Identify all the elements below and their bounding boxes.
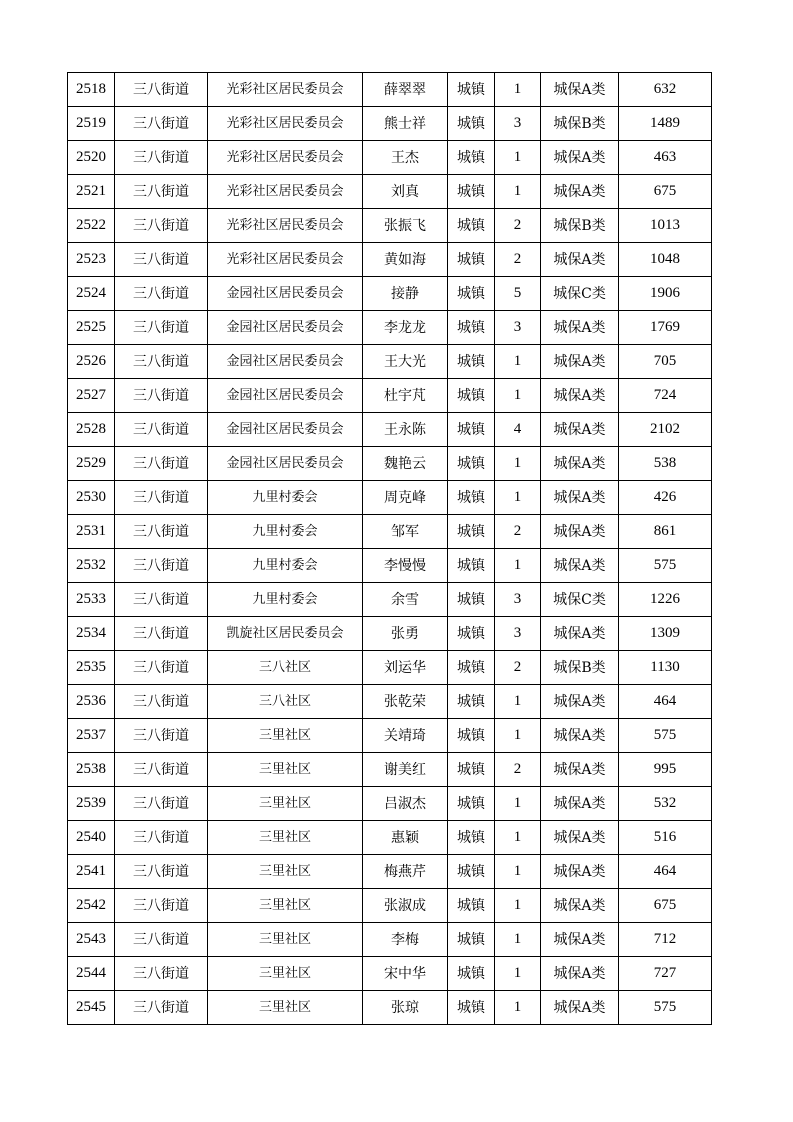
name-cell: 周克峰 <box>363 481 448 515</box>
count-cell: 1 <box>495 549 541 583</box>
amount-cell: 1769 <box>619 311 712 345</box>
household-type-cell: 城镇 <box>448 855 495 889</box>
category-cell: 城保A类 <box>541 243 619 277</box>
category-cell: 城保A类 <box>541 753 619 787</box>
count-cell: 5 <box>495 277 541 311</box>
category-cell: 城保A类 <box>541 685 619 719</box>
category-cell: 城保A类 <box>541 617 619 651</box>
name-cell: 梅燕芹 <box>363 855 448 889</box>
name-cell: 谢美红 <box>363 753 448 787</box>
name-cell: 张乾荣 <box>363 685 448 719</box>
community-cell: 三八社区 <box>208 685 363 719</box>
amount-cell: 464 <box>619 685 712 719</box>
street-cell: 三八街道 <box>115 481 208 515</box>
table-row <box>68 311 712 345</box>
amount-cell: 538 <box>619 447 712 481</box>
community-cell: 金园社区居民委员会 <box>208 413 363 447</box>
amount-cell: 426 <box>619 481 712 515</box>
category-cell: 城保A类 <box>541 311 619 345</box>
category-cell: 城保B类 <box>541 209 619 243</box>
community-cell: 九里村委会 <box>208 549 363 583</box>
community-cell: 三里社区 <box>208 855 363 889</box>
street-cell: 三八街道 <box>115 685 208 719</box>
community-cell: 金园社区居民委员会 <box>208 447 363 481</box>
serial-cell: 2543 <box>68 923 115 957</box>
household-type-cell: 城镇 <box>448 141 495 175</box>
household-type-cell: 城镇 <box>448 787 495 821</box>
table-row <box>68 889 712 923</box>
household-type-cell: 城镇 <box>448 243 495 277</box>
serial-cell: 2533 <box>68 583 115 617</box>
name-cell: 杜宇芃 <box>363 379 448 413</box>
count-cell: 1 <box>495 481 541 515</box>
serial-cell: 2534 <box>68 617 115 651</box>
table-row <box>68 719 712 753</box>
count-cell: 1 <box>495 379 541 413</box>
table-row <box>68 549 712 583</box>
amount-cell: 712 <box>619 923 712 957</box>
amount-cell: 532 <box>619 787 712 821</box>
table-row <box>68 855 712 889</box>
household-type-cell: 城镇 <box>448 753 495 787</box>
community-cell: 九里村委会 <box>208 481 363 515</box>
serial-cell: 2518 <box>68 73 115 107</box>
amount-cell: 575 <box>619 549 712 583</box>
name-cell: 惠颖 <box>363 821 448 855</box>
street-cell: 三八街道 <box>115 345 208 379</box>
serial-cell: 2532 <box>68 549 115 583</box>
category-cell: 城保A类 <box>541 345 619 379</box>
count-cell: 1 <box>495 821 541 855</box>
category-cell: 城保A类 <box>541 719 619 753</box>
amount-cell: 724 <box>619 379 712 413</box>
serial-cell: 2519 <box>68 107 115 141</box>
household-type-cell: 城镇 <box>448 447 495 481</box>
household-type-cell: 城镇 <box>448 889 495 923</box>
table-row <box>68 515 712 549</box>
community-cell: 光彩社区居民委员会 <box>208 73 363 107</box>
category-cell: 城保C类 <box>541 583 619 617</box>
category-cell: 城保A类 <box>541 821 619 855</box>
serial-cell: 2535 <box>68 651 115 685</box>
name-cell: 关靖琦 <box>363 719 448 753</box>
category-cell: 城保A类 <box>541 957 619 991</box>
serial-cell: 2526 <box>68 345 115 379</box>
household-type-cell: 城镇 <box>448 617 495 651</box>
serial-cell: 2524 <box>68 277 115 311</box>
category-cell: 城保A类 <box>541 379 619 413</box>
household-type-cell: 城镇 <box>448 821 495 855</box>
name-cell: 李梅 <box>363 923 448 957</box>
category-cell: 城保A类 <box>541 413 619 447</box>
table-row <box>68 277 712 311</box>
serial-cell: 2538 <box>68 753 115 787</box>
table-row <box>68 583 712 617</box>
name-cell: 薛翠翠 <box>363 73 448 107</box>
amount-cell: 861 <box>619 515 712 549</box>
serial-cell: 2525 <box>68 311 115 345</box>
category-cell: 城保A类 <box>541 855 619 889</box>
serial-cell: 2522 <box>68 209 115 243</box>
count-cell: 1 <box>495 447 541 481</box>
community-cell: 光彩社区居民委员会 <box>208 175 363 209</box>
name-cell: 张琼 <box>363 991 448 1025</box>
street-cell: 三八街道 <box>115 175 208 209</box>
amount-cell: 2102 <box>619 413 712 447</box>
category-cell: 城保A类 <box>541 141 619 175</box>
household-type-cell: 城镇 <box>448 549 495 583</box>
community-cell: 金园社区居民委员会 <box>208 277 363 311</box>
amount-cell: 1489 <box>619 107 712 141</box>
amount-cell: 1048 <box>619 243 712 277</box>
street-cell: 三八街道 <box>115 651 208 685</box>
amount-cell: 1013 <box>619 209 712 243</box>
household-type-cell: 城镇 <box>448 651 495 685</box>
table-row <box>68 413 712 447</box>
amount-cell: 1130 <box>619 651 712 685</box>
street-cell: 三八街道 <box>115 73 208 107</box>
name-cell: 王大光 <box>363 345 448 379</box>
name-cell: 李慢慢 <box>363 549 448 583</box>
serial-cell: 2544 <box>68 957 115 991</box>
community-cell: 三里社区 <box>208 753 363 787</box>
street-cell: 三八街道 <box>115 413 208 447</box>
street-cell: 三八街道 <box>115 583 208 617</box>
category-cell: 城保A类 <box>541 889 619 923</box>
serial-cell: 2528 <box>68 413 115 447</box>
community-cell: 光彩社区居民委员会 <box>208 209 363 243</box>
amount-cell: 1906 <box>619 277 712 311</box>
household-type-cell: 城镇 <box>448 957 495 991</box>
table-row <box>68 923 712 957</box>
household-type-cell: 城镇 <box>448 685 495 719</box>
category-cell: 城保A类 <box>541 787 619 821</box>
serial-cell: 2530 <box>68 481 115 515</box>
category-cell: 城保A类 <box>541 991 619 1025</box>
count-cell: 1 <box>495 787 541 821</box>
name-cell: 邹军 <box>363 515 448 549</box>
street-cell: 三八街道 <box>115 243 208 277</box>
count-cell: 2 <box>495 651 541 685</box>
community-cell: 光彩社区居民委员会 <box>208 107 363 141</box>
household-type-cell: 城镇 <box>448 311 495 345</box>
street-cell: 三八街道 <box>115 379 208 413</box>
community-cell: 三八社区 <box>208 651 363 685</box>
category-cell: 城保A类 <box>541 923 619 957</box>
count-cell: 3 <box>495 583 541 617</box>
street-cell: 三八街道 <box>115 447 208 481</box>
table-row <box>68 73 712 107</box>
amount-cell: 995 <box>619 753 712 787</box>
household-type-cell: 城镇 <box>448 379 495 413</box>
name-cell: 吕淑杰 <box>363 787 448 821</box>
count-cell: 1 <box>495 345 541 379</box>
amount-cell: 463 <box>619 141 712 175</box>
serial-cell: 2520 <box>68 141 115 175</box>
amount-cell: 675 <box>619 175 712 209</box>
table-row <box>68 379 712 413</box>
serial-cell: 2536 <box>68 685 115 719</box>
name-cell: 宋中华 <box>363 957 448 991</box>
community-cell: 三里社区 <box>208 991 363 1025</box>
serial-cell: 2523 <box>68 243 115 277</box>
household-type-cell: 城镇 <box>448 209 495 243</box>
serial-cell: 2545 <box>68 991 115 1025</box>
table-row <box>68 107 712 141</box>
table-row <box>68 345 712 379</box>
serial-cell: 2531 <box>68 515 115 549</box>
community-cell: 九里村委会 <box>208 515 363 549</box>
street-cell: 三八街道 <box>115 821 208 855</box>
street-cell: 三八街道 <box>115 753 208 787</box>
category-cell: 城保A类 <box>541 447 619 481</box>
household-type-cell: 城镇 <box>448 345 495 379</box>
name-cell: 黄如海 <box>363 243 448 277</box>
table-row <box>68 175 712 209</box>
serial-cell: 2521 <box>68 175 115 209</box>
community-cell: 三里社区 <box>208 821 363 855</box>
amount-cell: 516 <box>619 821 712 855</box>
count-cell: 1 <box>495 889 541 923</box>
street-cell: 三八街道 <box>115 617 208 651</box>
table-row <box>68 991 712 1025</box>
serial-cell: 2541 <box>68 855 115 889</box>
street-cell: 三八街道 <box>115 209 208 243</box>
household-type-cell: 城镇 <box>448 413 495 447</box>
serial-cell: 2542 <box>68 889 115 923</box>
serial-cell: 2539 <box>68 787 115 821</box>
household-type-cell: 城镇 <box>448 719 495 753</box>
name-cell: 余雪 <box>363 583 448 617</box>
name-cell: 刘运华 <box>363 651 448 685</box>
category-cell: 城保B类 <box>541 107 619 141</box>
street-cell: 三八街道 <box>115 311 208 345</box>
serial-cell: 2537 <box>68 719 115 753</box>
amount-cell: 675 <box>619 889 712 923</box>
name-cell: 李龙龙 <box>363 311 448 345</box>
count-cell: 3 <box>495 107 541 141</box>
data-table <box>67 72 712 1025</box>
count-cell: 2 <box>495 515 541 549</box>
community-cell: 凯旋社区居民委员会 <box>208 617 363 651</box>
community-cell: 光彩社区居民委员会 <box>208 141 363 175</box>
street-cell: 三八街道 <box>115 889 208 923</box>
table-row <box>68 753 712 787</box>
community-cell: 三里社区 <box>208 889 363 923</box>
household-type-cell: 城镇 <box>448 73 495 107</box>
category-cell: 城保A类 <box>541 481 619 515</box>
table-row <box>68 685 712 719</box>
community-cell: 金园社区居民委员会 <box>208 345 363 379</box>
category-cell: 城保A类 <box>541 73 619 107</box>
amount-cell: 575 <box>619 991 712 1025</box>
household-type-cell: 城镇 <box>448 175 495 209</box>
community-cell: 金园社区居民委员会 <box>208 311 363 345</box>
amount-cell: 632 <box>619 73 712 107</box>
community-cell: 三里社区 <box>208 923 363 957</box>
count-cell: 2 <box>495 209 541 243</box>
table-row <box>68 481 712 515</box>
household-type-cell: 城镇 <box>448 991 495 1025</box>
community-cell: 九里村委会 <box>208 583 363 617</box>
street-cell: 三八街道 <box>115 549 208 583</box>
count-cell: 3 <box>495 617 541 651</box>
table-row <box>68 651 712 685</box>
household-type-cell: 城镇 <box>448 583 495 617</box>
count-cell: 1 <box>495 141 541 175</box>
count-cell: 1 <box>495 923 541 957</box>
count-cell: 1 <box>495 719 541 753</box>
amount-cell: 1226 <box>619 583 712 617</box>
serial-cell: 2540 <box>68 821 115 855</box>
amount-cell: 727 <box>619 957 712 991</box>
street-cell: 三八街道 <box>115 957 208 991</box>
street-cell: 三八街道 <box>115 141 208 175</box>
count-cell: 1 <box>495 991 541 1025</box>
name-cell: 熊士祥 <box>363 107 448 141</box>
community-cell: 金园社区居民委员会 <box>208 379 363 413</box>
category-cell: 城保A类 <box>541 175 619 209</box>
name-cell: 王杰 <box>363 141 448 175</box>
count-cell: 1 <box>495 957 541 991</box>
serial-cell: 2529 <box>68 447 115 481</box>
name-cell: 张振飞 <box>363 209 448 243</box>
street-cell: 三八街道 <box>115 277 208 311</box>
table-body <box>68 73 712 1025</box>
name-cell: 刘真 <box>363 175 448 209</box>
household-type-cell: 城镇 <box>448 277 495 311</box>
amount-cell: 705 <box>619 345 712 379</box>
community-cell: 三里社区 <box>208 719 363 753</box>
household-type-cell: 城镇 <box>448 923 495 957</box>
count-cell: 2 <box>495 753 541 787</box>
household-type-cell: 城镇 <box>448 481 495 515</box>
street-cell: 三八街道 <box>115 719 208 753</box>
count-cell: 2 <box>495 243 541 277</box>
count-cell: 1 <box>495 175 541 209</box>
table-row <box>68 209 712 243</box>
count-cell: 4 <box>495 413 541 447</box>
household-type-cell: 城镇 <box>448 107 495 141</box>
category-cell: 城保B类 <box>541 651 619 685</box>
amount-cell: 1309 <box>619 617 712 651</box>
community-cell: 三里社区 <box>208 787 363 821</box>
table-row <box>68 617 712 651</box>
amount-cell: 464 <box>619 855 712 889</box>
street-cell: 三八街道 <box>115 855 208 889</box>
street-cell: 三八街道 <box>115 515 208 549</box>
name-cell: 王永陈 <box>363 413 448 447</box>
name-cell: 接静 <box>363 277 448 311</box>
street-cell: 三八街道 <box>115 787 208 821</box>
count-cell: 3 <box>495 311 541 345</box>
street-cell: 三八街道 <box>115 991 208 1025</box>
table-row <box>68 243 712 277</box>
name-cell: 魏艳云 <box>363 447 448 481</box>
name-cell: 张淑成 <box>363 889 448 923</box>
category-cell: 城保A类 <box>541 515 619 549</box>
community-cell: 三里社区 <box>208 957 363 991</box>
community-cell: 光彩社区居民委员会 <box>208 243 363 277</box>
street-cell: 三八街道 <box>115 923 208 957</box>
serial-cell: 2527 <box>68 379 115 413</box>
table-row <box>68 957 712 991</box>
count-cell: 1 <box>495 855 541 889</box>
household-type-cell: 城镇 <box>448 515 495 549</box>
category-cell: 城保C类 <box>541 277 619 311</box>
table-row <box>68 141 712 175</box>
table-row <box>68 787 712 821</box>
table-row <box>68 447 712 481</box>
count-cell: 1 <box>495 73 541 107</box>
amount-cell: 575 <box>619 719 712 753</box>
count-cell: 1 <box>495 685 541 719</box>
street-cell: 三八街道 <box>115 107 208 141</box>
table-row <box>68 821 712 855</box>
category-cell: 城保A类 <box>541 549 619 583</box>
name-cell: 张勇 <box>363 617 448 651</box>
